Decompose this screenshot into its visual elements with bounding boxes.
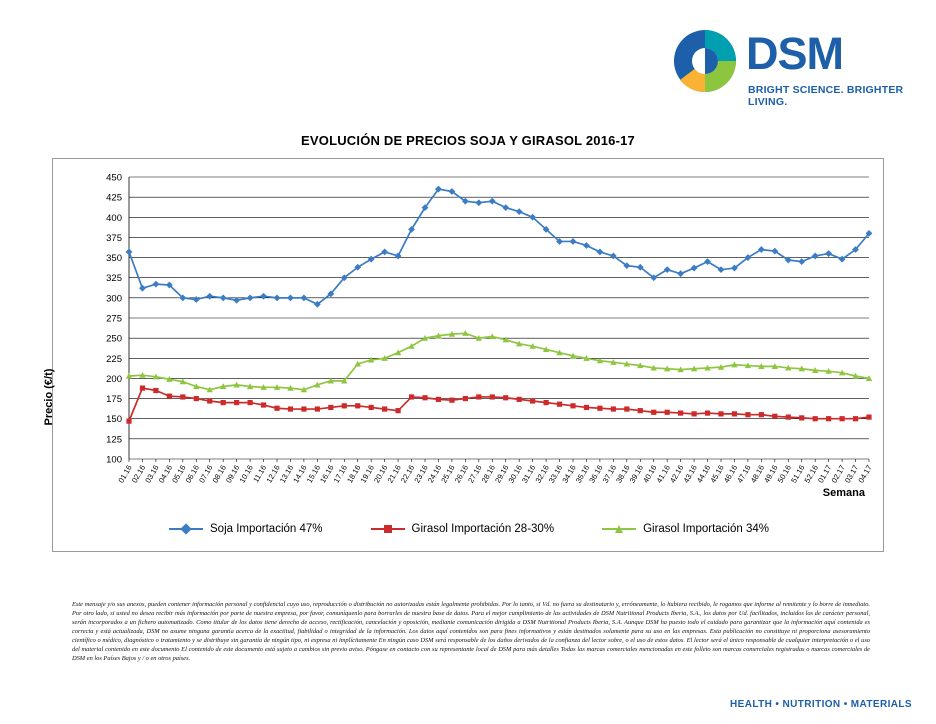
legend-label: Girasol Importación 34% xyxy=(643,523,769,535)
svg-text:325: 325 xyxy=(106,273,122,285)
legend-swatch-square-icon xyxy=(371,523,405,535)
svg-text:275: 275 xyxy=(106,313,122,325)
svg-text:50.16: 50.16 xyxy=(775,463,794,485)
svg-text:14.16: 14.16 xyxy=(291,463,309,485)
svg-text:19.16: 19.16 xyxy=(358,463,376,485)
svg-text:09.16: 09.16 xyxy=(224,463,242,485)
svg-text:06.16: 06.16 xyxy=(183,463,202,485)
svg-text:350: 350 xyxy=(106,253,122,265)
svg-text:05.16: 05.16 xyxy=(170,463,188,485)
svg-text:01.17: 01.17 xyxy=(816,463,834,485)
svg-text:29.16: 29.16 xyxy=(493,463,511,485)
y-axis-label: Precio (€/t) xyxy=(43,368,55,426)
svg-text:07.16: 07.16 xyxy=(197,463,215,485)
svg-text:18.16: 18.16 xyxy=(345,463,363,485)
chart-title: EVOLUCIÓN DE PRECIOS SOJA Y GIRASOL 2016-17 xyxy=(301,133,635,148)
svg-text:38.16: 38.16 xyxy=(614,463,632,485)
svg-text:25.16: 25.16 xyxy=(439,463,457,485)
svg-text:42.16: 42.16 xyxy=(668,463,686,485)
svg-text:01.16: 01.16 xyxy=(116,463,134,485)
legal-disclaimer: Este mensaje y/o sus anexos, pueden contener información personal y confidencial cuyo uso, reproducción o distribución no autorizadas están legalmente prohibidas. Por lo tanto, si Vd. no fuera su destinatario y, erróneamente, lo hubiera recibido, le rogamos que informe al remitente y lo borre de inmediato. Por otro lado, si usted no desea recibir más información por parte de nuestra empresa, por favor, comuníquenlo para borrarles de nuestra base de datos. Para el mejor cumplimiento de las actividades de DSM Nutritional Products Iberia, S.A., los datos por Ud. facilitados, incluidos los de carácter personal, serán incorporados a un fichero automatizado. Como titular de los datos tiene derecho de acceso, rectificación, cancelación y oposición, mediante comunicación dirigida a DSM Nutritional Products Iberia, S.A. Aunque DSM ha puesto todo el cuidado para garantizar que la información aquí contenida es correcta y está actualizada, DSM no asume ninguna garantía acerca de la exactitud, fiabilidad o integridad de la información. Los datos aquí contenidos son para fines informativos y están destinados solamente para su uso en las empresas. Esta publicación no constituye ni proporciona asesoramiento científico o médico, diagnóstico o tratamiento y se distribuye sin garantía de ningún tipo, ni expresa ni implícitamente En ningún caso DSM será responsable de los daños derivados de la confianza del lector sobre, o el uso de estos datos. El lector será el único responsable de cualquier interpretación o el uso del material contenido en este documento El contenido de este documento está sujeto a cambios sin previo aviso. Póngase en contacto con su representante local de DSM para más detalles Todas las marcas comerciales mencionadas en este folleto son marcas comerciales registradas o marcas comerciales de DSM en los Países Bajos y / o en otros países. xyxy=(72,601,870,662)
dsm-logo-text: DSM xyxy=(746,28,843,79)
svg-text:08.16: 08.16 xyxy=(210,463,228,485)
svg-text:21.16: 21.16 xyxy=(385,463,403,485)
legend-swatch-triangle-icon xyxy=(602,523,636,535)
svg-text:15.16: 15.16 xyxy=(304,463,323,485)
svg-text:46.16: 46.16 xyxy=(721,463,740,485)
svg-text:10.16: 10.16 xyxy=(237,463,255,485)
svg-text:23.16: 23.16 xyxy=(412,463,430,485)
chart-legend xyxy=(53,523,885,535)
legend-item xyxy=(371,523,555,535)
svg-text:03.16: 03.16 xyxy=(143,463,161,485)
svg-text:47.16: 47.16 xyxy=(735,463,753,485)
svg-text:39.16: 39.16 xyxy=(627,463,646,485)
svg-text:33.16: 33.16 xyxy=(546,463,565,485)
svg-text:13.16: 13.16 xyxy=(277,463,296,485)
svg-text:125: 125 xyxy=(106,434,122,446)
svg-text:200: 200 xyxy=(106,373,122,385)
svg-text:36.16: 36.16 xyxy=(587,463,605,485)
svg-text:16.16: 16.16 xyxy=(318,463,336,485)
svg-text:35.16: 35.16 xyxy=(573,463,592,485)
svg-text:225: 225 xyxy=(106,353,122,365)
svg-text:12.16: 12.16 xyxy=(264,463,282,485)
svg-text:425: 425 xyxy=(106,192,122,204)
svg-text:37.16: 37.16 xyxy=(600,463,619,485)
svg-text:02.17: 02.17 xyxy=(829,463,847,485)
svg-text:52.16: 52.16 xyxy=(802,463,820,485)
svg-text:34.16: 34.16 xyxy=(560,463,578,485)
svg-text:48.16: 48.16 xyxy=(748,463,767,485)
svg-text:45.16: 45.16 xyxy=(708,463,726,485)
legend-item xyxy=(602,523,769,535)
svg-text:26.16: 26.16 xyxy=(452,463,471,485)
svg-text:375: 375 xyxy=(106,232,122,244)
chart-plot xyxy=(53,159,883,551)
svg-text:17.16: 17.16 xyxy=(331,463,350,485)
legend-label: Soja Importación 47% xyxy=(210,523,323,535)
dsm-logo-tagline: BRIGHT SCIENCE. BRIGHTER LIVING. xyxy=(748,84,904,108)
dsm-logo xyxy=(672,28,912,106)
svg-text:04.17: 04.17 xyxy=(856,463,874,485)
legend-item xyxy=(169,523,323,535)
svg-text:27.16: 27.16 xyxy=(466,463,484,485)
svg-text:22.16: 22.16 xyxy=(398,463,417,485)
footer-tagline: HEALTH • NUTRITION • MATERIALS xyxy=(730,699,912,710)
svg-text:28.16: 28.16 xyxy=(479,463,498,485)
svg-text:400: 400 xyxy=(106,212,122,224)
svg-text:51.16: 51.16 xyxy=(789,463,807,485)
svg-text:450: 450 xyxy=(106,172,122,184)
svg-text:04.16: 04.16 xyxy=(156,463,175,485)
svg-text:41.16: 41.16 xyxy=(654,463,672,485)
svg-text:30.16: 30.16 xyxy=(506,463,524,485)
legend-swatch-diamond-icon xyxy=(169,523,203,535)
svg-text:250: 250 xyxy=(106,333,122,345)
dsm-logo-mark xyxy=(672,28,738,94)
x-axis-label: Semana xyxy=(822,487,865,499)
svg-text:43.16: 43.16 xyxy=(681,463,699,485)
svg-text:03.17: 03.17 xyxy=(842,463,861,485)
svg-text:11.16: 11.16 xyxy=(251,463,269,484)
svg-text:49.16: 49.16 xyxy=(762,463,780,485)
svg-text:02.16: 02.16 xyxy=(129,463,148,485)
chart-container xyxy=(43,158,884,552)
svg-text:32.16: 32.16 xyxy=(533,463,551,485)
svg-text:20.16: 20.16 xyxy=(372,463,390,485)
svg-text:175: 175 xyxy=(106,394,122,406)
svg-text:40.16: 40.16 xyxy=(641,463,659,485)
svg-text:44.16: 44.16 xyxy=(694,463,713,485)
svg-text:150: 150 xyxy=(106,414,122,426)
legend-label: Girasol Importación 28-30% xyxy=(411,523,555,535)
svg-text:300: 300 xyxy=(106,293,122,305)
svg-text:100: 100 xyxy=(106,454,122,466)
svg-text:31.16: 31.16 xyxy=(520,463,538,485)
svg-text:24.16: 24.16 xyxy=(425,463,444,485)
